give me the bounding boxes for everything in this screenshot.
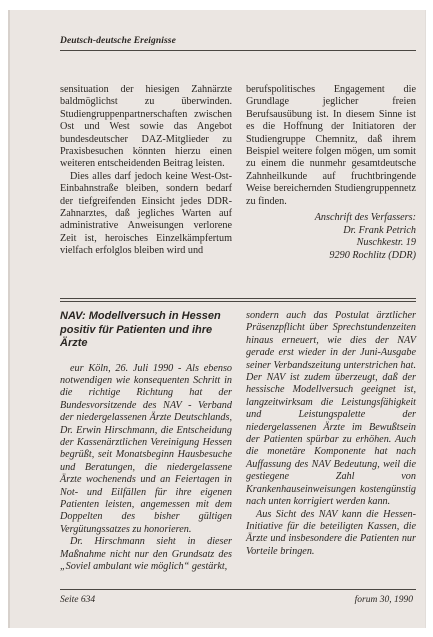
article-separator [60, 298, 416, 299]
article-left-column [60, 310, 232, 573]
signature-city: 9290 Rochlitz (DDR) [329, 249, 416, 261]
article-paragraph-2: Dr. Hirschmann sieht in dieser Maßnahme nicht nur den Grundsatz des „Soviel ambulant wie möglich“ gestärkt, [60, 536, 232, 572]
issue-label: forum 30, 1990 [354, 595, 413, 605]
article-paragraph-1: eur Köln, 26. Juli 1990 - Als ebenso notwendigen wie konsequenten Schritt in die richtige Richtung hat der Bundesvorsitzende des NAV - Verband der niedergelassenen Ärzte Deutschlands, Dr. Erwin Hirschmann, die Entscheidung der Kassenärztlichen Vereinigung Hessen begrüßt, seit Monatsbeginn Hausbesuche und Beratungen, die niedergelassene Ärzte wochenends und an Feiertagen in Not- und Eilfällen für ihre eigenen Patienten leisten, angemessen mit dem Doppelten des bisher gültigen Vergütungssatzes zu honorieren. [60, 362, 232, 535]
article-right-column [246, 310, 416, 558]
article-headline: NAV: Modellversuch in Hessen positiv für Patienten und ihre Ärzte [60, 310, 221, 349]
letter-left-column [60, 84, 232, 258]
section-header: Deutsch-deutsche Ereignisse [60, 36, 176, 46]
letter-right-column [246, 84, 416, 262]
article-paragraph-4: Aus Sicht des NAV kann die Hessen-Initiative für die beteiligten Kassen, die Ärzte und insbesondere die Patienten nur Vorteile bringen. [246, 508, 416, 557]
author-signature [246, 212, 416, 262]
footer-rule [60, 589, 416, 590]
signature-street: Nuschkestr. 19 [356, 237, 416, 249]
letter-paragraph-1: sensituation der hiesigen Zahnärzte baldmöglichst zu überwinden. Studiengruppenpartnerschaften zwischen Ost und West sowie das Angebot bundesdeutscher DAZ-Mitglieder zu Praxisbesuchen könnten hierzu einen weiteren entscheidenden Beitrag leisten. [60, 84, 232, 170]
article-paragraph-3: sondern auch das Postulat ärztlicher Präsenzpflicht über Sprechstundenzeiten hinaus erneuert, wie dies der NAV gerade erst wieder in der Juni-Ausgabe seiner Verbandszeitung unterstrichen hat. Der NAV ist zudem überzeugt, daß der hessische Modellversuch geeignet ist, langzeitwirksam die Leistungsfähigkeit und Leistungspalette der niedergelassenen Ärzte im Bewußtsein der Patienten spürbar zu erhöhen. Auch die monetäre Komponente hat nach Auffassung des NAV Bedeutung, weil die gestiegene Zahl von Krankenhauseinweisungen kostengünstig nach unten korrigiert werden kann. [246, 310, 416, 508]
letter-paragraph-3: berufspolitisches Engagement die Grundlage jeglicher freien Berufsausübung ist. In diesem Sinne ist es die Hoffnung der Initiatoren der Studiengruppe Chemnitz, daß ihrem Beispiel weitere folgen mögen, um somit zu einem die nunmehr gesamtdeutsche Zahnheilkunde auf fruchtbringende Weise bereichernden Studiengruppennetz zu finden. [246, 84, 416, 207]
letter-paragraph-2: Dies alles darf jedoch keine West-Ost-Einbahnstraße bleiben, sondern bedarf der tiefgreifenden Einsicht jedes DDR-Zahnarztes, daß jegliches Warten auf administrative Anweisungen verlorene Zeit ist, heroisches Einzelkämpfertum vielfach erfolglos bleiben wird und [60, 170, 232, 257]
magazine-page [8, 10, 426, 628]
header-rule [60, 50, 416, 51]
signature-name: Dr. Frank Petrich [343, 224, 416, 236]
page-number: Seite 634 [60, 595, 96, 605]
signature-label: Anschrift des Verfassers: [314, 212, 416, 224]
